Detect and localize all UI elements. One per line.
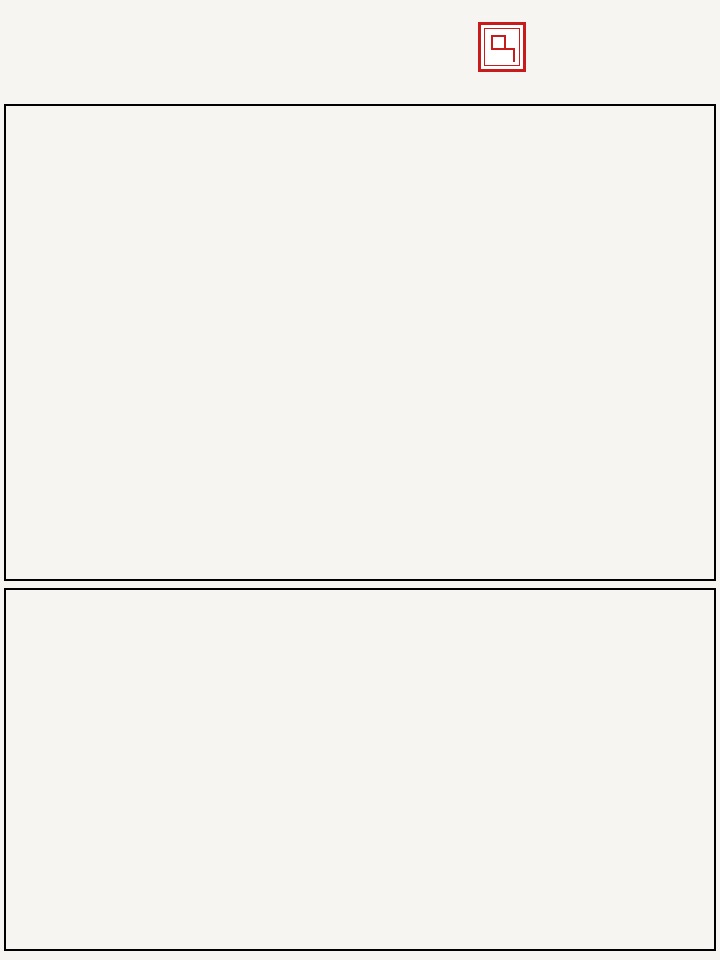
annual-luck-grid xyxy=(4,588,716,951)
header xyxy=(10,8,480,10)
red-seal-icon xyxy=(478,22,526,72)
pillar-chart xyxy=(4,104,716,581)
brand-logo xyxy=(478,8,714,74)
